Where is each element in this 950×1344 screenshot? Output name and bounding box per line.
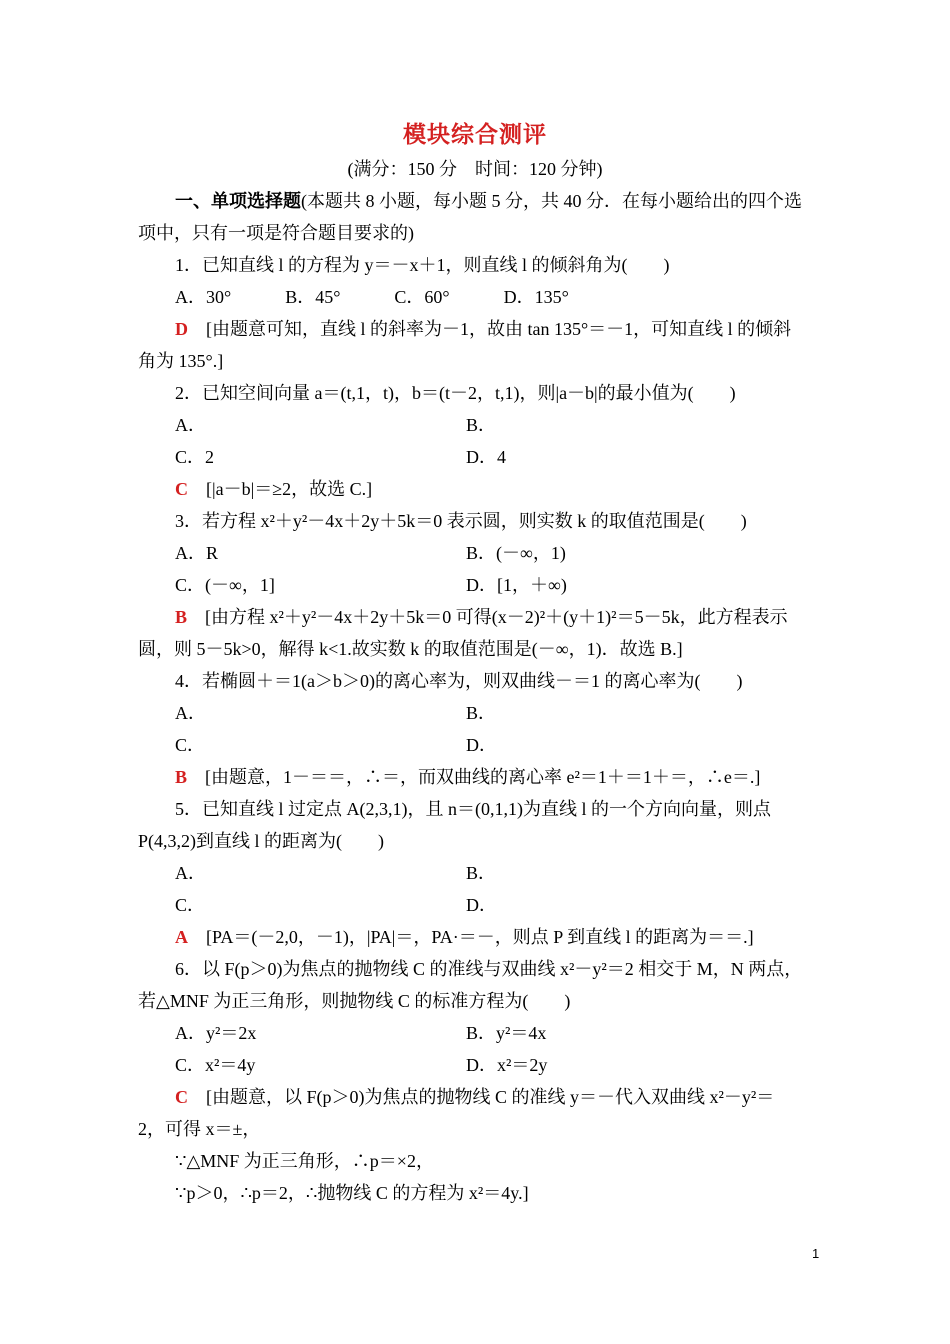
answer-text: [由题意，以 F(p＞0)为焦点的抛物线 C 的准线 y＝－代入双曲线 x²－y²＝ [206,1087,775,1107]
question-6-answer-step: ∵△MNF 为正三角形，∴p＝×2， [175,1151,434,1171]
option-b: B．y²＝4x [466,1023,547,1043]
answer-letter: B [175,767,188,787]
option-d: D． [466,735,497,755]
question-6-stem-cont: 若△MNF 为正三角形，则抛物线 C 的标准方程为( ) [138,991,571,1011]
option-c: C．(－∞，1] [175,575,275,595]
question-6-answer-cont: 2，可得 x＝±， [138,1119,261,1139]
option-a: A．R [175,543,219,563]
option-c: C．x²＝4y [175,1055,256,1075]
question-3-answer-cont: 圆，则 5－5k>0，解得 k<1.故实数 k 的取值范围是(－∞，1)．故选 B.] [138,639,683,659]
option-c: C． [175,735,206,755]
option-c: C．2 [175,447,215,467]
question-3-answer [175,605,788,629]
question-1-options: A．30° B．45° C．60° D．135° [175,287,569,307]
option-a: A． [175,863,206,883]
answer-text: [由方程 x²＋y²－4x＋2y＋5k＝0 可得(x－2)²＋(y＋1)²＝5－5k，此方程表示 [205,607,788,627]
option-c: C． [175,895,206,915]
answer-text: [PA＝(－2,0，－1)，|PA|＝，PA·＝－，则点 P 到直线 l 的距离为＝＝.] [206,927,754,947]
answer-text: [|a－b|＝≥2，故选 C.] [206,479,373,499]
option-a: A． [175,415,206,435]
question-4-stem: 4．若椭圆＋＝1(a＞b＞0)的离心率为，则双曲线－＝1 的离心率为( ) [175,671,743,691]
page-number: 1 [812,1246,820,1261]
exam-meta: (满分：150 分 时间：120 分钟) [347,159,603,179]
section-desc: (本题共 8 小题，每小题 5 分，共 40 分．在每小题给出的四个选 [301,191,802,211]
question-3-stem: 3．若方程 x²＋y²－4x＋2y＋5k＝0 表示圆，则实数 k 的取值范围是( ) [175,511,747,531]
option-b: B． [466,703,497,723]
answer-text: [由题意，1－＝＝，∴＝，而双曲线的离心率 e²＝1＋＝1＋＝，∴e＝.] [205,767,761,787]
question-1-answer-cont: 角为 135°.] [138,351,224,371]
section-heading: 一、单项选择题 [175,191,301,211]
option-d: D．[1，＋∞) [466,575,567,595]
option-b: B．(－∞，1) [466,543,566,563]
question-5-stem-cont: P(4,3,2)到直线 l 的距离为( ) [138,831,384,851]
option-d: D．x²＝2y [466,1055,548,1075]
answer-letter: C [175,479,188,499]
answer-letter: D [175,319,188,339]
answer-letter: C [175,1087,188,1107]
question-1-stem: 1．已知直线 l 的方程为 y＝－x＋1，则直线 l 的倾斜角为( ) [175,255,670,275]
question-2-stem: 2．已知空间向量 a＝(t,1，t)，b＝(t－2，t,1)，则|a－b|的最小值为( ) [175,383,736,403]
question-6-answer [175,1085,774,1109]
question-1-answer [175,317,791,341]
option-d: D． [466,895,497,915]
answer-text: [由题意可知，直线 l 的斜率为－1，故由 tan 135°＝－1，可知直线 l 的倾斜 [206,319,792,339]
option-a: A．y²＝2x [175,1023,257,1043]
page-title: 模块综合测评 [403,122,547,147]
section-desc-cont: 项中，只有一项是符合题目要求的) [138,223,414,243]
question-6-answer-final: ∵p＞0，∴p＝2，∴抛物线 C 的方程为 x²＝4y.] [175,1183,529,1203]
question-2-answer [175,477,372,501]
question-4-answer [175,765,760,789]
question-6-stem: 6．以 F(p＞0)为焦点的抛物线 C 的准线与双曲线 x²－y²＝2 相交于 M，N 两点， [175,959,803,979]
question-5-answer [175,925,754,949]
option-d: D．4 [466,447,506,467]
section-heading-line [175,189,802,213]
question-5-stem: 5．已知直线 l 过定点 A(2,3,1)，且 n＝(0,1,1)为直线 l 的一个方向向量，则点 [175,799,771,819]
answer-letter: B [175,607,188,627]
option-b: B． [466,863,497,883]
option-a: A． [175,703,206,723]
answer-letter: A [175,927,188,947]
option-b: B． [466,415,497,435]
